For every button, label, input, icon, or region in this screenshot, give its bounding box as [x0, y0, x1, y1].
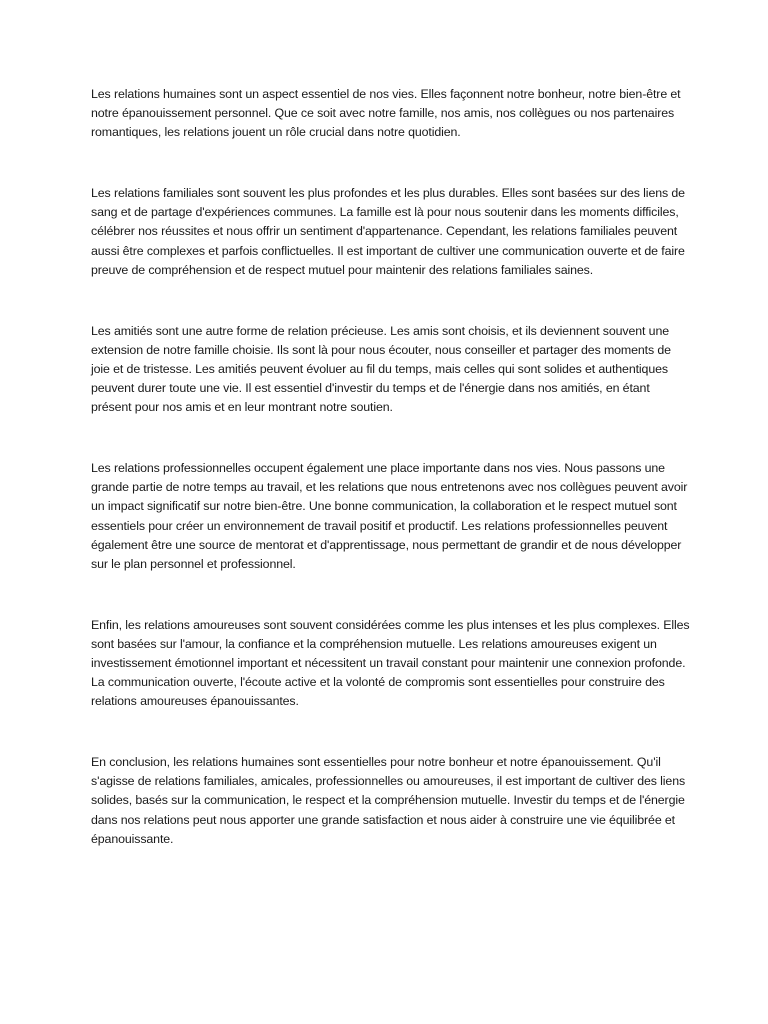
paragraph-family: Les relations familiales sont souvent les plus profondes et les plus durables. Elles sont basées sur des liens de sang et de partage d'expériences communes. La famille est là pour nous soutenir dans les moments difficiles, célébrer nos réussites et nous offrir un sentiment d'appartenance. Cependant, les relations familiales peuvent aussi être complexes et parfois conflictuelles. Il est important de cultiver une communication ouverte et de faire preuve de compréhension et de respect mutuel pour maintenir des relations familiales saines. — [91, 186, 685, 277]
document-body — [91, 85, 691, 891]
paragraph-intro: Les relations humaines sont un aspect essentiel de nos vies. Elles façonnent notre bonheur, notre bien-être et notre épanouissement personnel. Que ce soit avec notre famille, nos amis, nos collègues ou nos partenaires romantiques, les relations jouent un rôle crucial dans notre quotidien. — [91, 87, 681, 140]
paragraph-romantic: Enfin, les relations amoureuses sont souvent considérées comme les plus intenses et les plus complexes. Elles sont basées sur l'amour, la confiance et la compréhension mutuelle. Les relations amoureuses exigent un investissement émotionnel important et nécessitent un travail constant pour maintenir une connexion profonde. La communication ouverte, l'écoute active et la volonté de compromis sont essentielles pour construire des relations amoureuses épanouissantes. — [91, 617, 690, 709]
paragraph-professional: Les relations professionnelles occupent également une place importante dans nos vies. Nous passons une grande partie de notre temps au travail, et les relations que nous entretenons avec nos collègues peuvent avoir un impact significatif sur notre bien-être. Une bonne communication, la collaboration et le respect mutuel sont essentiels pour créer un environnement de travail positif et productif. Les relations professionnelles peuvent également être une source de mentorat et d'apprentissage, nous permettant de grandir et de nous développer sur le plan personnel et professionnel. — [91, 461, 688, 571]
paragraph-friendship: Les amitiés sont une autre forme de relation précieuse. Les amis sont choisis, et ils deviennent souvent une extension de notre famille choisie. Ils sont là pour nous écouter, nous conseiller et partager des moments de joie et de tristesse. Les amitiés peuvent évoluer au fil du temps, mais celles qui sont solides et authentiques peuvent durer toute une vie. Il est essentiel d'investir du temps et de l'énergie dans nos amitiés, en étant présent pour nos amis et en leur montrant notre soutien. — [91, 323, 671, 415]
paragraph-conclusion: En conclusion, les relations humaines sont essentielles pour notre bonheur et notre épanouissement. Qu'il s'agisse de relations familiales, amicales, professionnelles ou amoureuses, il est important de cultiver des liens solides, basés sur la communication, le respect et la compréhension mutuelle. Investir du temps et de l'énergie dans nos relations peut nous apporter une grande satisfaction et nous aider à construire une vie équilibrée et épanouissante. — [91, 755, 686, 846]
